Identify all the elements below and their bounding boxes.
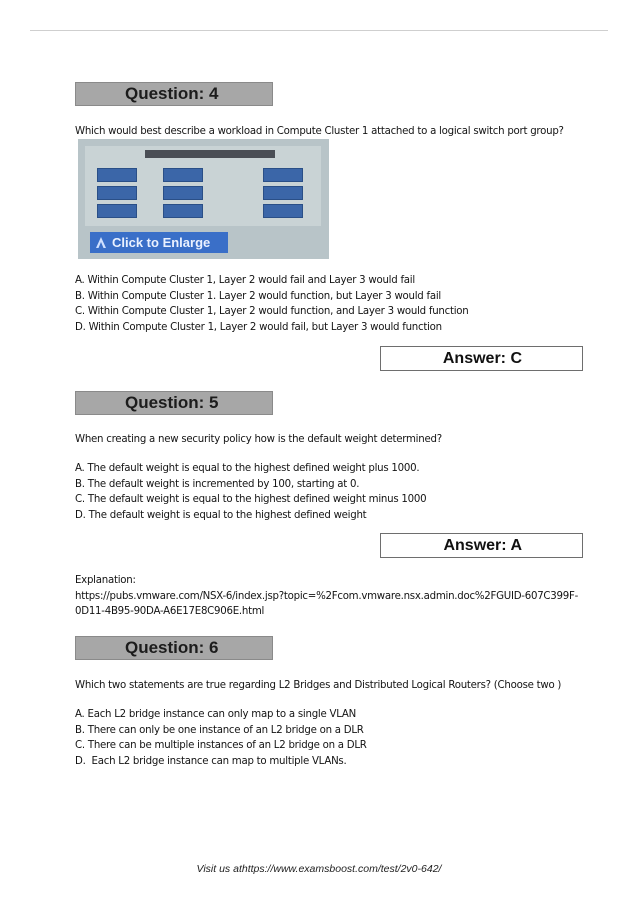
click-to-enlarge-button[interactable] (90, 232, 228, 253)
question-6-option-a: A. Each L2 bridge instance can only map to a single VLAN (75, 709, 356, 720)
question-6-heading: Question: 6 (75, 636, 273, 660)
question-5-answer: Answer: A (380, 533, 583, 558)
diagram-node (97, 168, 137, 182)
question-4-option-b: B. Within Compute Cluster 1. Layer 2 would function, but Layer 3 would fail (75, 290, 441, 302)
question-5-heading: Question: 5 (75, 391, 273, 415)
diagram-canvas (85, 146, 321, 226)
diagram-node (263, 204, 303, 218)
question-5-option-b: B. The default weight is incremented by 100, starting at 0. (75, 478, 360, 490)
question-5-option-a: A. The default weight is equal to the highest defined weight plus 1000. (75, 463, 420, 474)
question-5-text: When creating a new security policy how is the default weight determined? (75, 434, 442, 445)
question-4-option-c: C. Within Compute Cluster 1, Layer 2 would function, and Layer 3 would function (75, 306, 469, 317)
question-6-option-b: B. There can only be one instance of an L2 bridge on a DLR (75, 724, 364, 736)
explanation-link-line-1[interactable]: https://pubs.vmware.com/NSX-6/index.jsp?topic=%2Fcom.vmware.nsx.admin.doc%2FGUID-607C399F- (75, 590, 579, 602)
question-4-option-a: A. Within Compute Cluster 1, Layer 2 would fail and Layer 3 would fail (75, 275, 415, 286)
question-4-text: Which would best describe a workload in Compute Cluster 1 attached to a logical switch port group? (75, 126, 564, 137)
question-6-option-d: D. Each L2 bridge instance can map to multiple VLANs. (75, 755, 347, 767)
click-to-enlarge-label: Click to Enlarge (112, 235, 211, 250)
diagram-node (163, 186, 203, 200)
network-diagram-image[interactable] (78, 139, 329, 259)
question-5-option-d: D. The default weight is equal to the highest defined weight (75, 509, 367, 521)
question-6-text: Which two statements are true regarding L2 Bridges and Distributed Logical Routers? (Choose two ) (75, 680, 562, 691)
question-4-heading: Question: 4 (75, 82, 273, 106)
diagram-node (263, 186, 303, 200)
question-6-option-c: C. There can be multiple instances of an L2 bridge on a DLR (75, 740, 367, 751)
header-rule (30, 30, 608, 31)
diagram-node (263, 168, 303, 182)
question-4-answer: Answer: C (380, 346, 583, 371)
explanation-link-line-2[interactable]: 0D11-4B95-90DA-A6E17E8C906E.html (75, 606, 265, 617)
diagram-node (163, 204, 203, 218)
diagram-top-bar (145, 150, 275, 158)
enlarge-icon (96, 237, 106, 248)
question-4-option-d: D. Within Compute Cluster 1, Layer 2 would fail, but Layer 3 would function (75, 321, 442, 333)
diagram-node (97, 186, 137, 200)
footer-link[interactable]: Visit us athttps://www.examsboost.com/test/2v0-642/ (196, 863, 442, 875)
question-5-option-c: C. The default weight is equal to the highest defined weight minus 1000 (75, 494, 427, 505)
diagram-node (163, 168, 203, 182)
diagram-node (97, 204, 137, 218)
explanation-label: Explanation: (75, 575, 136, 586)
